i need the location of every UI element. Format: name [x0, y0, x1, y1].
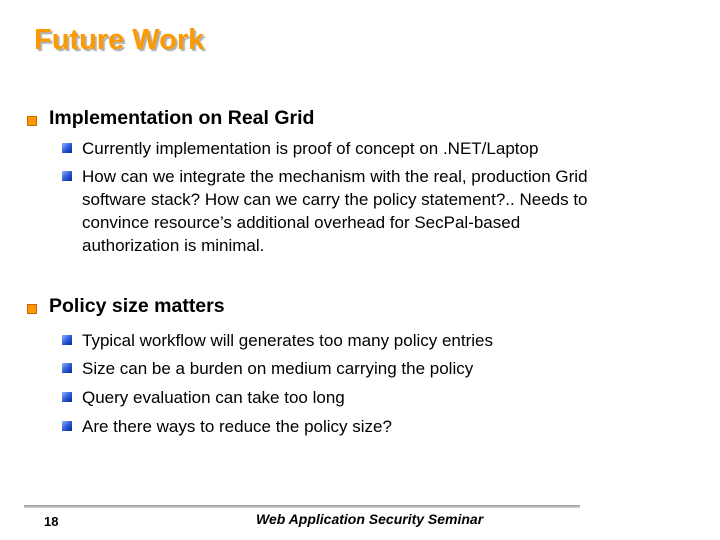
- section-2-heading: Policy size matters: [49, 295, 225, 317]
- section-1-bullet-icon: [27, 116, 37, 126]
- section-1-item-2-line-1: How can we integrate the mechanism with the real, production Grid: [82, 167, 588, 186]
- slide-number: 18: [44, 514, 59, 529]
- section-1-item-2-line-2: software stack? How can we carry the policy statement?.. Needs to: [82, 190, 588, 209]
- section-2-item-2: Size can be a burden on medium carrying the policy: [82, 359, 474, 378]
- section-1-item-1-line-1: Currently implementation is proof of concept on .NET/Laptop: [82, 139, 539, 158]
- section-2-item-1: Typical workflow will generates too many policy entries: [82, 331, 494, 350]
- section-1-item-2-line-3: convince resource’s additional overhead for SecPal-based: [82, 213, 521, 232]
- section-1-item-2-line-4: authorization is minimal.: [82, 236, 265, 255]
- footer-title: Web Application Security Seminar: [256, 511, 484, 527]
- bullet-square-icon: [62, 171, 72, 181]
- slide-title: Future Work: [34, 24, 205, 56]
- bullet-square-icon: [62, 421, 72, 431]
- bullet-square-icon: [62, 143, 72, 153]
- bullet-square-icon: [62, 363, 72, 373]
- section-2-item-3: Query evaluation can take too long: [82, 388, 345, 407]
- section-2-bullet-icon: [27, 304, 37, 314]
- bullet-square-icon: [62, 335, 72, 345]
- footer-divider: [24, 505, 580, 508]
- section-2-item-4: Are there ways to reduce the policy size?: [82, 417, 392, 436]
- bullet-square-icon: [62, 392, 72, 402]
- section-1-heading: Implementation on Real Grid: [49, 107, 315, 129]
